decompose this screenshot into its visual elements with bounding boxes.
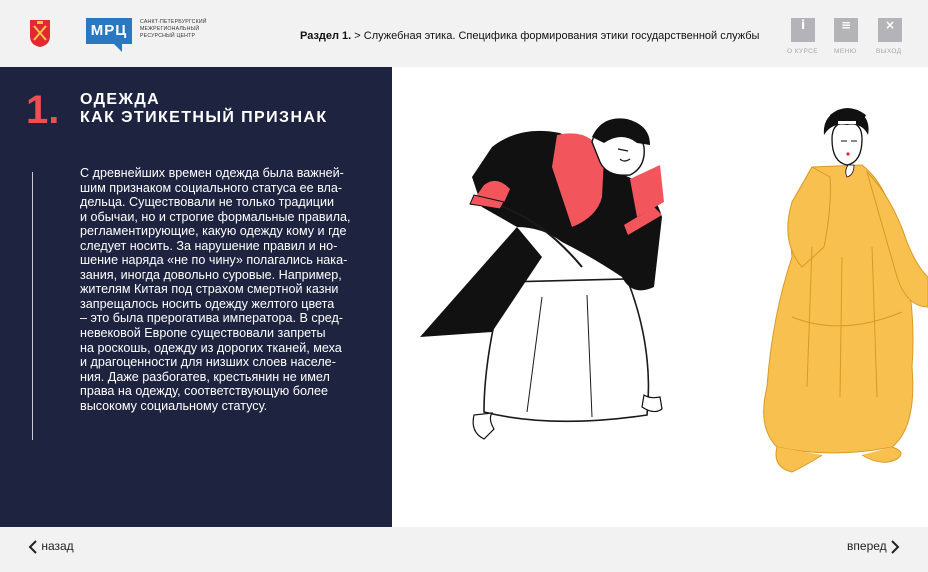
illustration xyxy=(392,67,928,527)
menu-icon: ≡ xyxy=(840,18,852,32)
menu-label: МЕНЮ xyxy=(834,48,857,55)
geisha-figure xyxy=(764,108,928,472)
chevron-right-icon xyxy=(890,540,900,554)
section-number: 1. xyxy=(26,88,60,132)
about-button[interactable] xyxy=(791,18,815,42)
section-title xyxy=(300,30,759,42)
back-label: назад xyxy=(41,539,74,553)
back-button[interactable] xyxy=(28,539,74,554)
close-icon: × xyxy=(884,18,896,32)
about-label: О КУРСЕ xyxy=(787,48,818,55)
page-title-line2: КАК ЭТИКЕТНЫЙ ПРИЗНАК xyxy=(80,109,328,126)
footer xyxy=(0,527,928,572)
chevron-left-icon xyxy=(28,540,38,554)
body-text: С древнейших времен одежда была важней- шим признаком социального статуса ее вла- дельца. Существовали не только традиции и обычаи, но и строгие формальные правила, регламентирующие, какую одежду кому и где следует носить. За нарушение правил и но- шение наряда «не по чину» полагались нака- зания, иногда довольно суровые. Например, жителям Китая под страхом смертной казни запрещалось носить одежду желтого цвета – это была прерогатива императора. В сред- невековой Европе существовали запреты на роскошь, одежду из дорогих тканей, меха и драгоценности для низших слоев населе- ния. Даже разбогатев, крестьянин не имел права на одежду, соответствующую более высокому социальному статусу. xyxy=(80,166,351,413)
exit-button[interactable] xyxy=(878,18,902,42)
page-title-line1: ОДЕЖДА xyxy=(80,91,161,108)
divider-line xyxy=(32,172,33,440)
coat-of-arms-icon xyxy=(29,18,51,48)
samurai-and-geisha-illustration xyxy=(392,67,928,527)
exit-label: ВЫХОД xyxy=(876,48,902,55)
section-label: Раздел 1. xyxy=(300,30,352,42)
forward-button[interactable] xyxy=(847,539,900,554)
info-icon: i xyxy=(800,18,806,32)
samurai-figure xyxy=(420,118,664,439)
section-text: > Служебная этика. Специфика формирования этики государственной службы xyxy=(351,30,760,42)
forward-label: вперед xyxy=(847,539,887,553)
logo-text: САНКТ-ПЕТЕРБУРГСКИЙ МЕЖРЕГИОНАЛЬНЫЙ РЕСУРСНЫЙ ЦЕНТР xyxy=(140,19,207,39)
header xyxy=(0,0,928,67)
content-panel xyxy=(0,67,392,527)
menu-button[interactable] xyxy=(834,18,858,42)
logo-abbr: МРЦ xyxy=(86,18,132,44)
